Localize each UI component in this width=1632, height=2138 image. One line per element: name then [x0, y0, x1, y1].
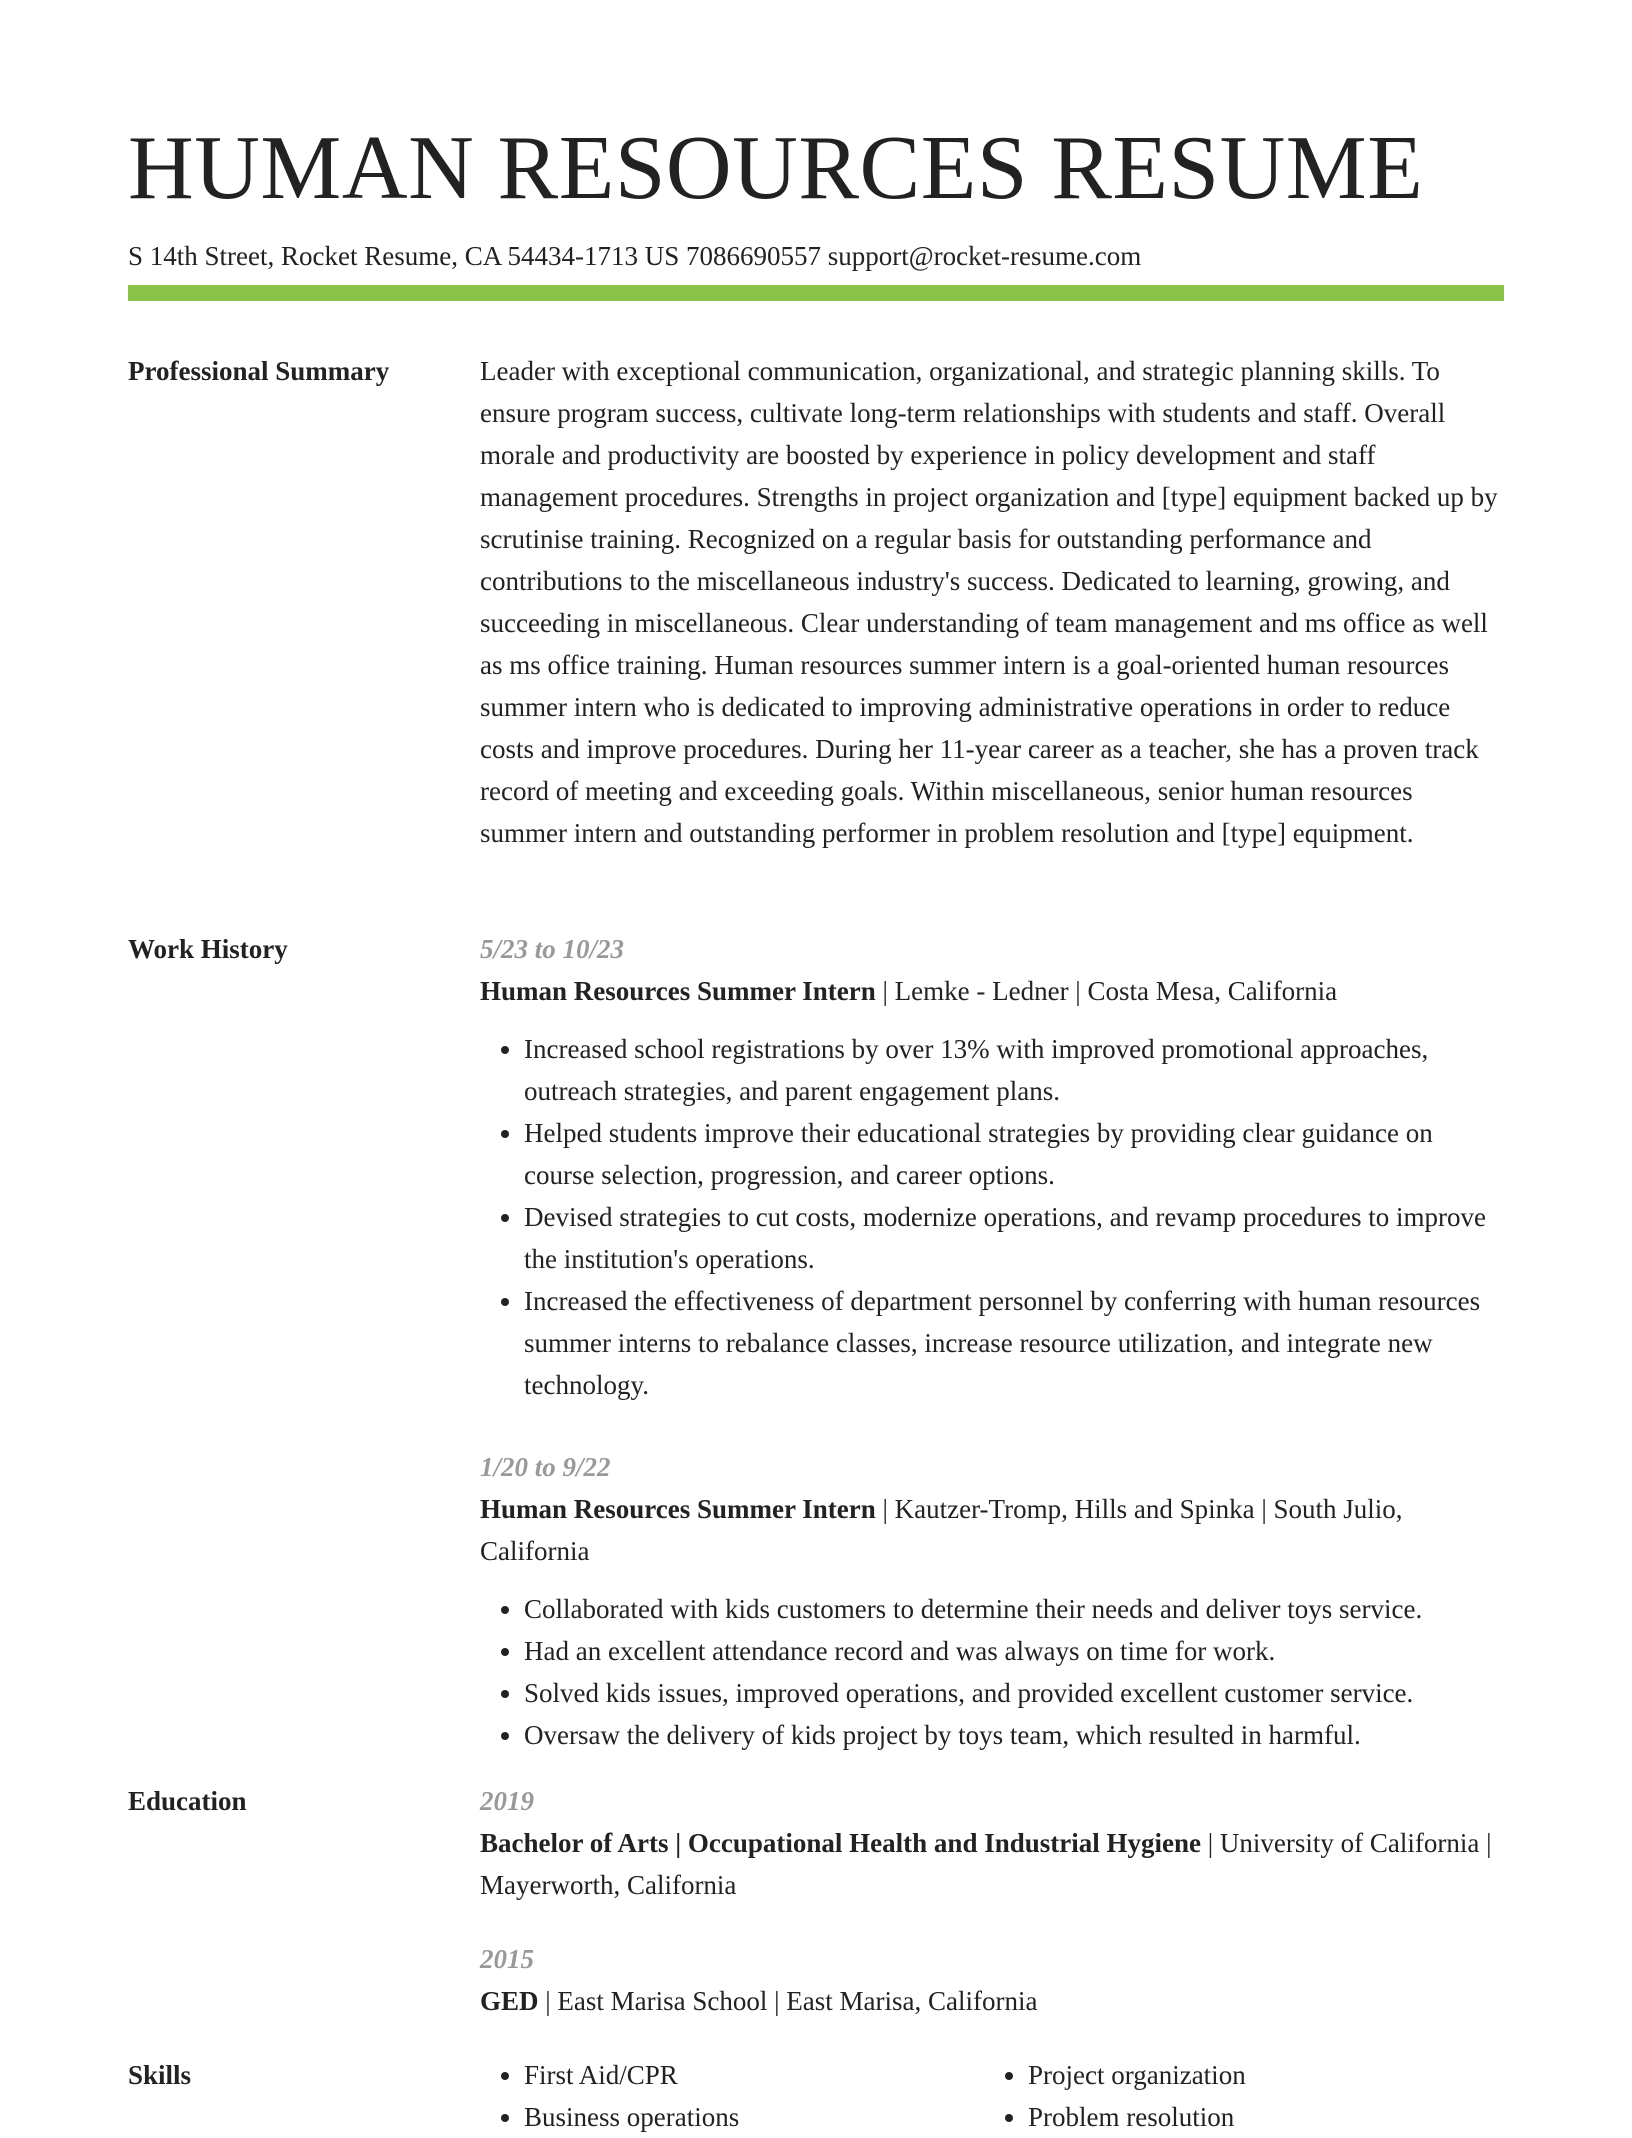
- skill-item: • First Aid/CPR: [524, 2054, 984, 2096]
- education-body: [480, 1780, 1504, 2022]
- job-details: | Lemke - Ledner | Costa Mesa, California: [875, 976, 1338, 1006]
- section-label-education: Education: [128, 1786, 247, 1816]
- job-dates: 5/23 to 10/23: [480, 934, 625, 964]
- resume-title: HUMAN RESOURCES RESUME: [128, 117, 1424, 218]
- skills-list-right: [984, 2054, 1488, 2138]
- skill-item: • Business operations: [524, 2096, 984, 2138]
- education-line: [480, 1980, 1504, 2022]
- resume-header: [128, 118, 1504, 274]
- job-bullet: • Solved kids issues, improved operations, and provided excellent customer service.: [524, 1672, 1504, 1714]
- education-degree: Bachelor of Arts | Occupational Health and Industrial Hygiene: [480, 1828, 1201, 1858]
- education-details: | East Marisa School | East Marisa, California: [538, 1986, 1038, 2016]
- work-history-body: [480, 928, 1504, 1756]
- job-bullet: • Had an excellent attendance record and was always on time for work.: [524, 1630, 1504, 1672]
- skills-list-left: [480, 2054, 984, 2138]
- job-role-line: [480, 1488, 1504, 1572]
- section-label-skills: Skills: [128, 2060, 192, 2090]
- job-title: Human Resources Summer Intern: [480, 976, 876, 1006]
- skill-item: • Project organization: [1028, 2054, 1488, 2096]
- skills-columns: [480, 2054, 1504, 2138]
- education-line: [480, 1822, 1504, 1906]
- section-label-summary: Professional Summary: [128, 356, 390, 386]
- section-label-work-history: Work History: [128, 934, 288, 964]
- education-year: 2015: [480, 1944, 534, 1974]
- education-entry: [480, 1780, 1504, 1906]
- job-entry: [480, 928, 1504, 1406]
- education-entry: [480, 1938, 1504, 2022]
- job-title: Human Resources Summer Intern: [480, 1494, 876, 1524]
- education-degree: GED: [480, 1986, 539, 2016]
- job-bullet: • Oversaw the delivery of kids project by toys team, which resulted in harmful.: [524, 1714, 1504, 1756]
- summary-body: [480, 350, 1504, 854]
- job-bullet: • Collaborated with kids customers to determine their needs and deliver toys service.: [524, 1588, 1504, 1630]
- skills-body: [480, 2054, 1504, 2138]
- header-divider: [128, 285, 1504, 301]
- job-bullet: • Devised strategies to cut costs, modernize operations, and revamp procedures to improve the institution's operations.: [524, 1196, 1504, 1280]
- job-details: | Kautzer-Tromp, Hills and Spinka | South Julio, California: [480, 1494, 1403, 1566]
- job-bullets: [480, 1588, 1504, 1756]
- job-role-line: [480, 970, 1504, 1012]
- job-bullet: • Increased school registrations by over 13% with improved promotional approaches, outreach strategies, and parent engagement plans.: [524, 1028, 1504, 1112]
- job-bullet: • Increased the effectiveness of department personnel by conferring with human resources summer interns to rebalance classes, increase resource utilization, and integrate new technology.: [524, 1280, 1504, 1406]
- contact-line: S 14th Street, Rocket Resume, CA 54434-1713 US 7086690557 support@rocket-resume.com: [128, 241, 1142, 271]
- skill-item: • Problem resolution: [1028, 2096, 1488, 2138]
- education-year: 2019: [480, 1786, 534, 1816]
- job-bullet: • Helped students improve their educational strategies by providing clear guidance on course selection, progression, and career options.: [524, 1112, 1504, 1196]
- education-details: | University of California | Mayerworth, California: [480, 1828, 1492, 1900]
- job-dates: 1/20 to 9/22: [480, 1452, 611, 1482]
- job-bullets: [480, 1028, 1504, 1406]
- summary-text: Leader with exceptional communication, organizational, and strategic planning skills. To ensure program success, cultivate long-term relationships with students and staff. Overall morale and productivity are boosted by experience in policy development and staff management procedures. Strengths in project organization and [type] equipment backed up by scrutinise training. Recognized on a regular basis for outstanding performance and contributions to the miscellaneous industry's success. Dedicated to learning, growing, and succeeding in miscellaneous. Clear understanding of team management and ms office as well as ms office training. Human resources summer intern is a goal-oriented human resources summer intern who is dedicated to improving administrative operations in order to reduce costs and improve procedures. During her 11-year career as a teacher, she has a proven track record of meeting and exceeding goals. Within miscellaneous, senior human resources summer intern and outstanding performer in problem resolution and [type] equipment.: [480, 356, 1498, 848]
- job-entry: [480, 1446, 1504, 1756]
